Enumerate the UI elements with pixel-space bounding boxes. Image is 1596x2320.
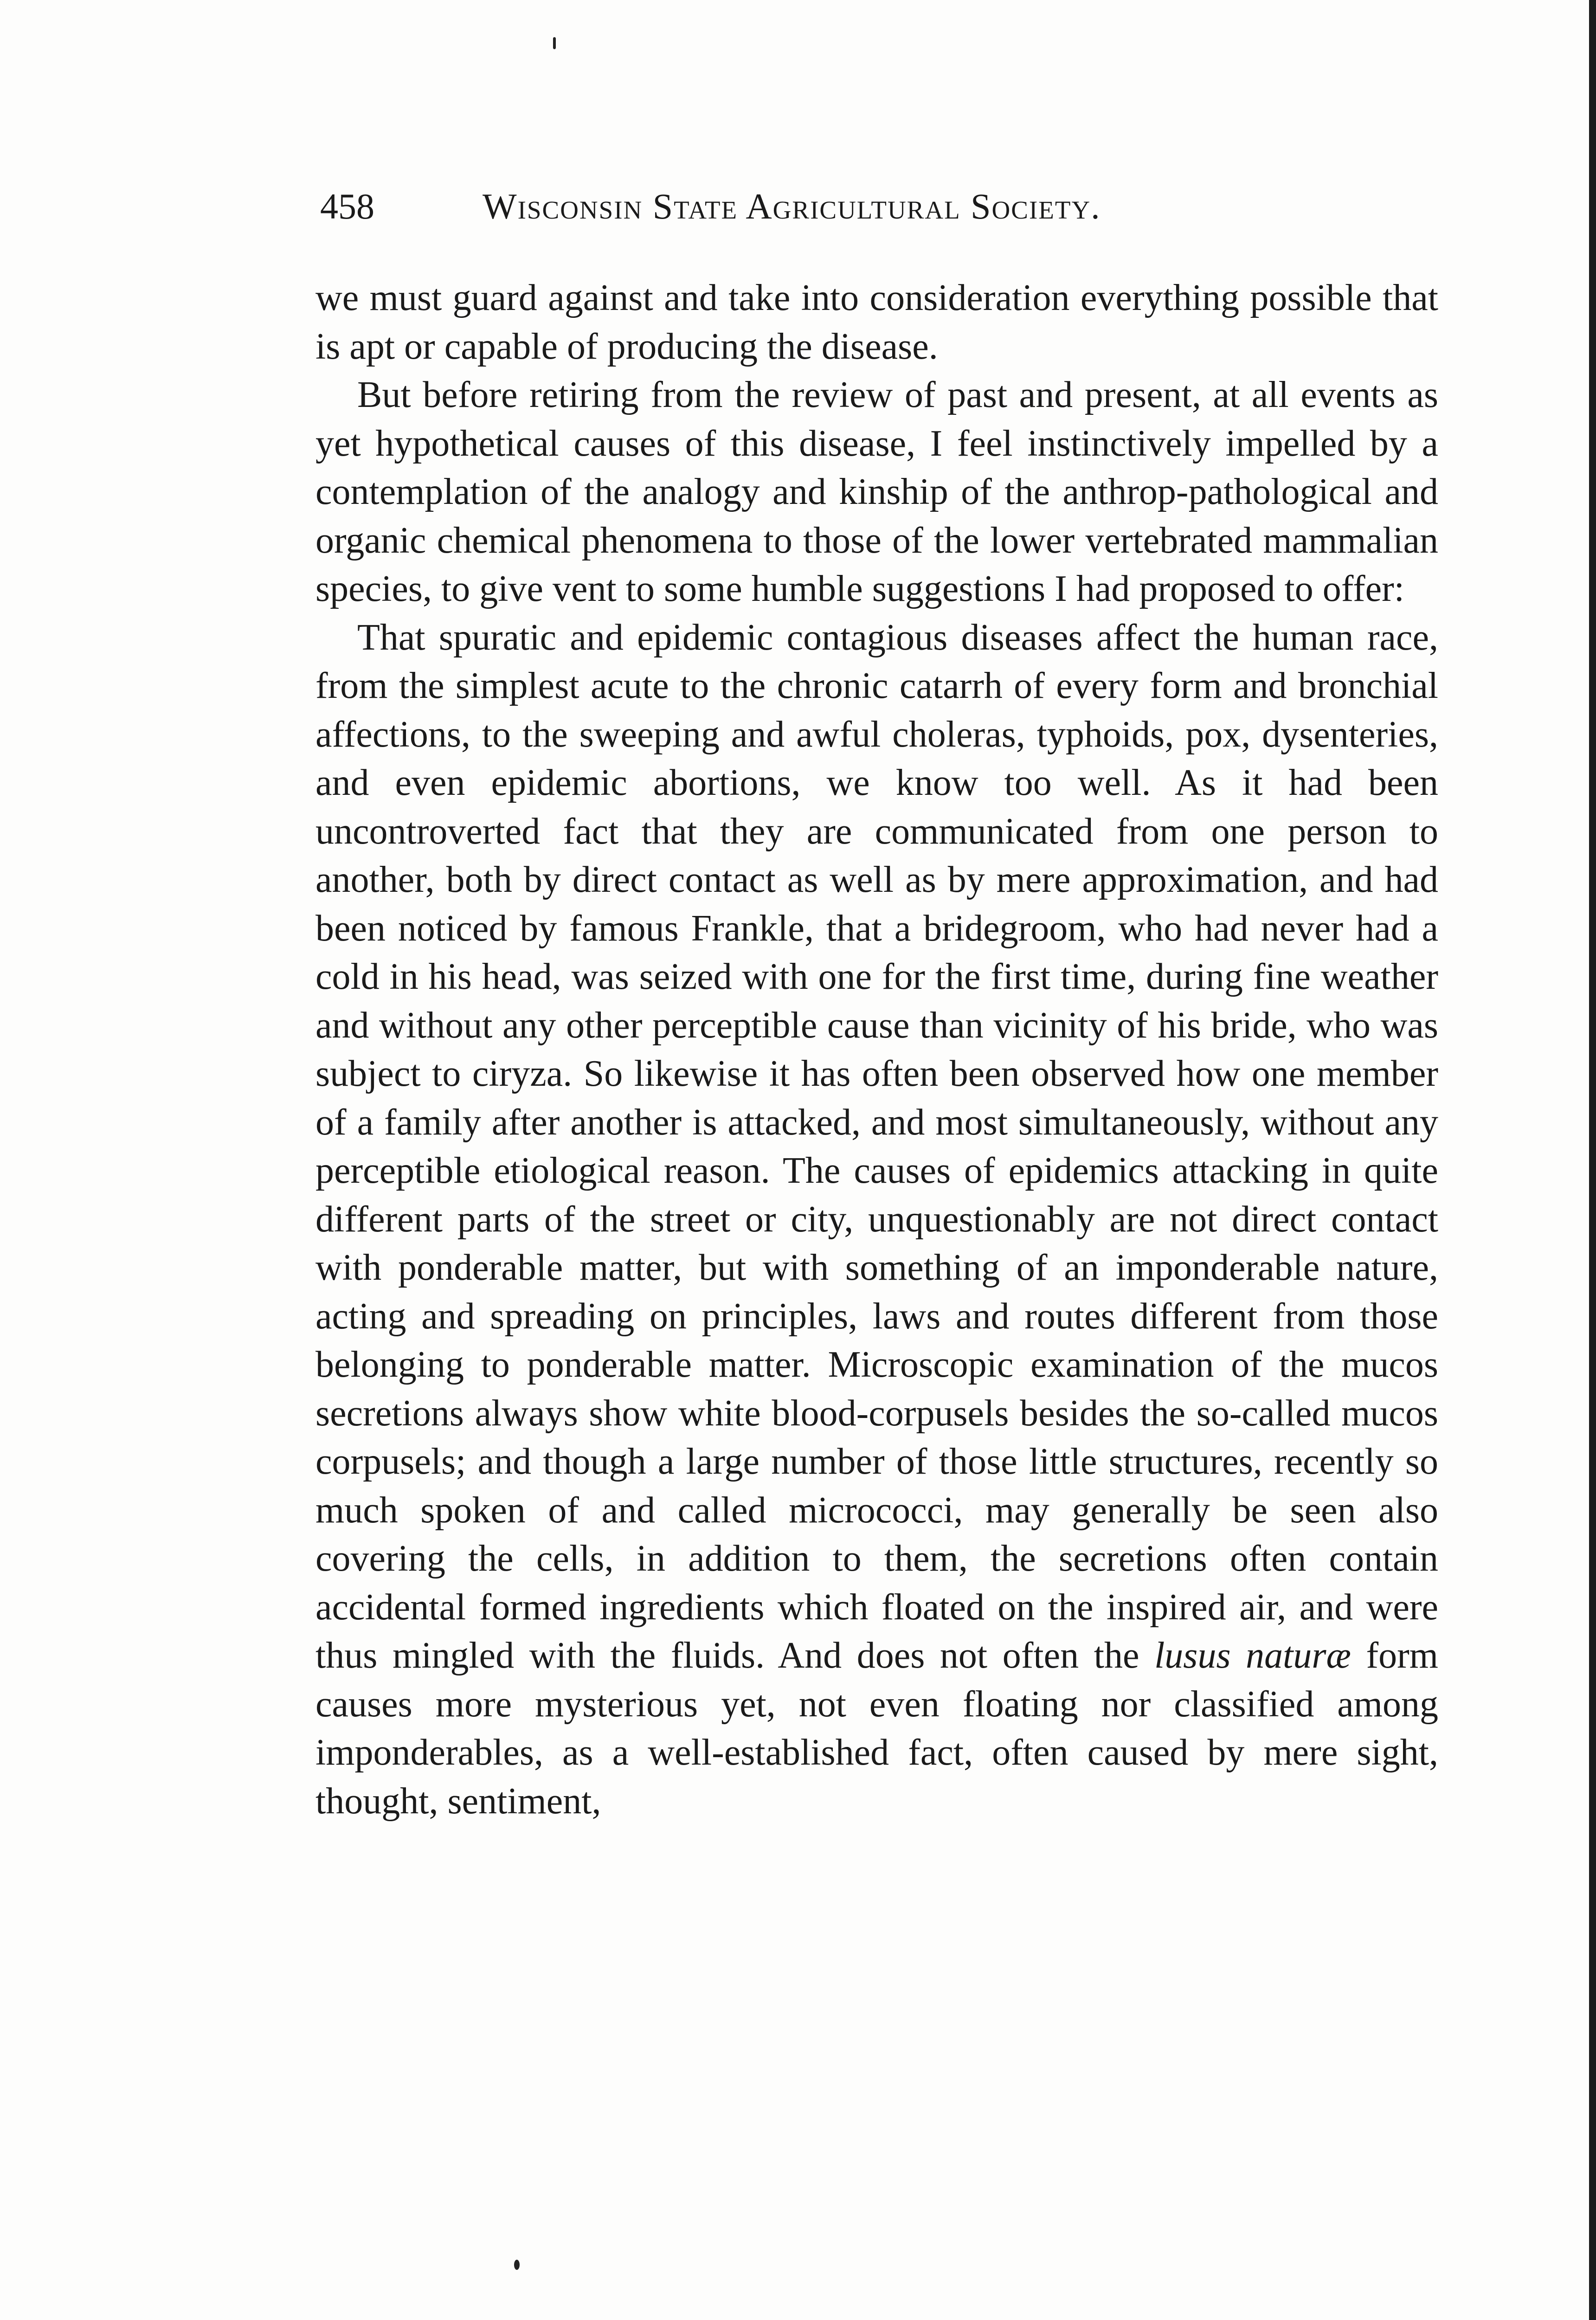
paragraph-3: [315, 613, 1438, 1826]
bottom-ink-dot: [514, 2260, 520, 2270]
paragraph-2: But before retiring from the review of past and present, at all events as yet hypothetical causes of this disease, I feel instinctively impelled by a contemplation of the analogy and kinship of the anthrop-pathological and organic chemical phenomena to those of the lower vertebrated mammalian species, to give vent to some humble suggestions I had proposed to offer:: [315, 374, 1438, 609]
paragraph-3-text-a: That spuratic and epidemic contagious diseases affect the human race, from the simplest acute to the chronic catarrh of every form and bronchial affections, to the sweeping and awful choleras, typhoids, pox, dysenteries, and even epidemic abortions, we know too well. As it had been uncontroverted fact that they are communicated from one person to another, both by direct contact as well as by mere approximation, and had been noticed by famous Frankle, that a bridegroom, who had never had a cold in his head, was seized with one for the first time, during fine weather and without any other perceptible cause than vicinity of his bride, who was subject to ciryza. So likewise it has often been observed how one member of a family after another is attacked, and most simultaneously, without any perceptible etiological reason. The causes of epidemics attacking in quite different parts of the street or city, unquestionably are not direct contact with ponderable matter, but with something of an imponderable nature, acting and spreading on principles, laws and routes different from those belonging to ponderable matter. Microscopic examination of the mucos secretions always show white blood-corpusels besides the so-called mucos corpusels; and though a large number of those little structures, recently so much spoken of and called micrococci, may generally be seen also covering the cells, in addition to them, the secretions often contain accidental formed ingredients which floated on the inspired air, and were thus mingled with the fluids. And does not often the: [315, 617, 1438, 1676]
top-ink-mark: [553, 37, 556, 49]
paragraph-1: we must guard against and take into consideration everything possible that is apt or capable of producing the disease.: [315, 277, 1438, 367]
page-header: [320, 183, 1294, 239]
paragraph-3-text-b: form causes more mysterious yet, not even floating nor classified among imponderables, as a well-established fact, often caused by mere sight, thought, sentiment,: [315, 1635, 1439, 1822]
right-scan-edge: [1589, 0, 1596, 2320]
page-number: 458: [320, 186, 374, 226]
paragraph-3-italic-term: lusus naturæ: [1154, 1635, 1351, 1676]
running-title: Wisconsin State Agricultural Society.: [483, 186, 1101, 226]
body-text: [315, 274, 1438, 1825]
